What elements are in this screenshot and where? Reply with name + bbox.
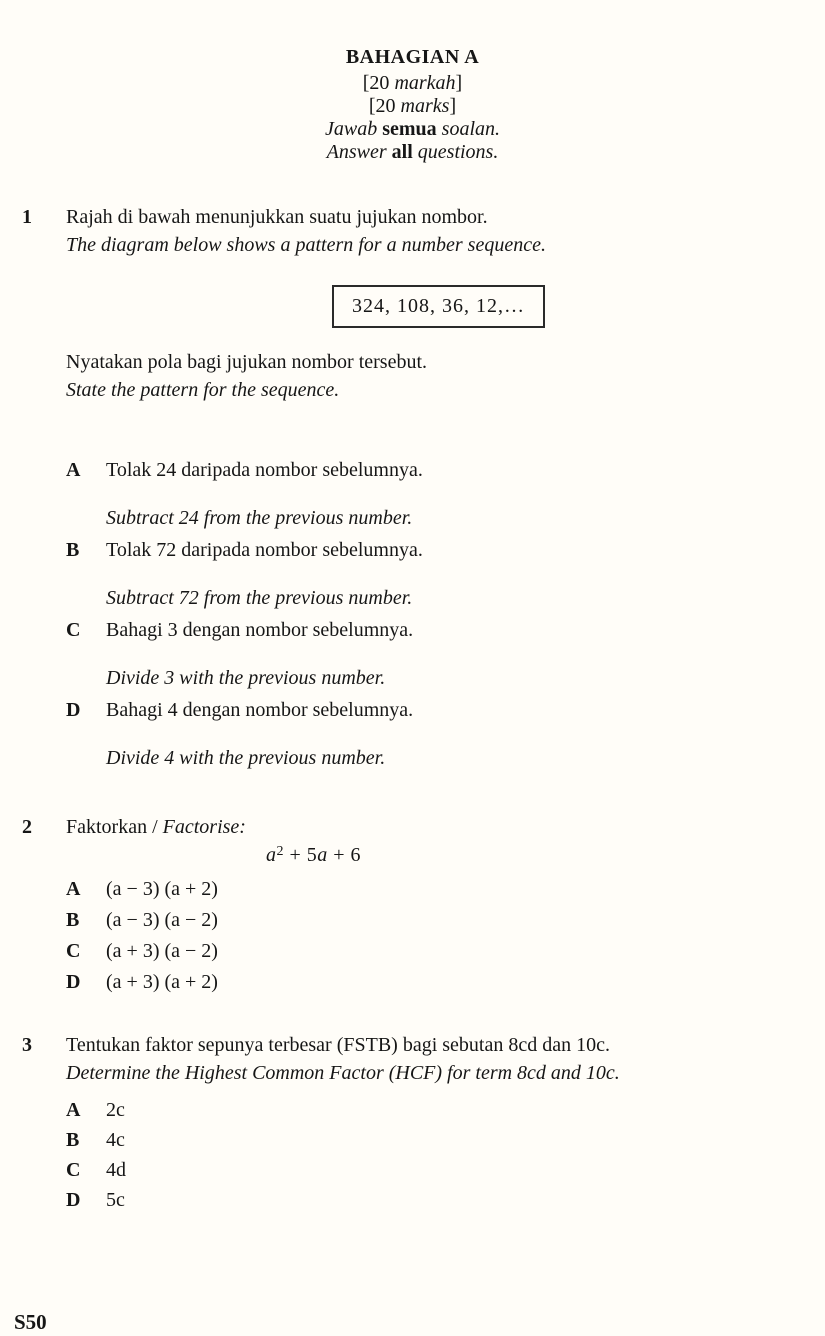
option-text: (a + 3) (a − 2) — [106, 940, 218, 962]
question-3 — [22, 1031, 797, 1215]
option-row — [66, 1125, 797, 1155]
question-2 — [22, 813, 797, 998]
option-row — [66, 616, 797, 696]
option-letter: D — [66, 971, 81, 993]
option-text-malay: Bahagi 4 dengan nombor sebelumnya. — [106, 699, 414, 721]
equation-exponent: 2 — [276, 844, 284, 859]
option-text-english: Subtract 24 from the previous number. — [106, 507, 413, 529]
marks-line-malay — [0, 72, 825, 95]
marks-my-word: markah — [394, 72, 456, 94]
marks-my-post: ] — [455, 72, 463, 94]
marks-line-english — [0, 95, 825, 118]
option-row — [66, 905, 797, 936]
section-header — [0, 46, 825, 164]
instruction-my-bold: semua — [382, 118, 437, 140]
option-text-malay: Bahagi 3 dengan nombor sebelumnya. — [106, 619, 414, 641]
option-row — [66, 536, 797, 616]
question-3-stem-english: Determine the Highest Common Factor (HCF) for term 8cd and 10c. — [66, 1062, 620, 1084]
instruction-en-post: questions. — [412, 141, 499, 163]
question-2-number: 2 — [22, 816, 32, 838]
question-1-prompt-malay: Nyatakan pola bagi jujukan nombor tersebut. — [66, 351, 428, 373]
question-2-equation — [266, 839, 797, 868]
option-text: 2c — [106, 1099, 125, 1121]
option-text: (a − 3) (a − 2) — [106, 909, 218, 931]
question-2-stem — [66, 813, 797, 841]
option-letter: D — [66, 1189, 81, 1211]
question-1-options — [66, 456, 797, 776]
question-3-number: 3 — [22, 1034, 32, 1056]
option-text-english: Subtract 72 from the previous number. — [106, 587, 413, 609]
option-text: (a − 3) (a + 2) — [106, 878, 218, 900]
option-text: 5c — [106, 1189, 125, 1211]
option-letter: A — [66, 1099, 81, 1121]
instruction-my-post: soalan. — [436, 118, 500, 140]
option-row — [66, 967, 797, 998]
question-1-stem-english: The diagram below shows a pattern for a number sequence. — [66, 234, 546, 256]
option-letter: C — [66, 940, 81, 962]
option-letter: B — [66, 909, 80, 931]
marks-en-pre: [20 — [368, 95, 401, 117]
option-text-malay: Tolak 72 daripada nombor sebelumnya. — [106, 539, 423, 561]
page-code: S50 — [14, 1310, 47, 1334]
option-row — [66, 1095, 797, 1125]
question-2-stem-english: Factorise: — [162, 816, 246, 838]
marks-my-pre: [20 — [362, 72, 395, 94]
section-title: BAHAGIAN A — [345, 46, 480, 68]
equation-var: a — [266, 844, 277, 866]
question-1 — [22, 203, 797, 776]
option-letter: B — [66, 1129, 80, 1151]
marks-en-word: marks — [400, 95, 450, 117]
question-3-stem-malay: Tentukan faktor sepunya terbesar (FSTB) bagi sebutan 8cd dan 10c. — [66, 1034, 610, 1056]
option-row — [66, 936, 797, 967]
instruction-malay — [0, 118, 825, 141]
instruction-en-pre: Answer — [326, 141, 392, 163]
option-row — [66, 1185, 797, 1215]
option-text: 4d — [106, 1159, 126, 1181]
question-3-options — [66, 1095, 797, 1215]
option-letter: A — [66, 459, 81, 481]
option-row — [66, 456, 797, 536]
instruction-english — [0, 141, 825, 164]
option-row — [66, 1155, 797, 1185]
option-row — [66, 874, 797, 905]
question-1-number: 1 — [22, 206, 32, 228]
option-letter: A — [66, 878, 81, 900]
option-text-english: Divide 4 with the previous number. — [106, 747, 386, 769]
option-row — [66, 696, 797, 776]
option-text-malay: Tolak 24 daripada nombor sebelumnya. — [106, 459, 423, 481]
option-letter: C — [66, 619, 81, 641]
option-text: (a + 3) (a + 2) — [106, 971, 218, 993]
instruction-my-pre: Jawab — [324, 118, 383, 140]
option-letter: D — [66, 699, 81, 721]
equation-mid: + 5 — [284, 844, 318, 866]
marks-en-post: ] — [449, 95, 457, 117]
option-letter: B — [66, 539, 80, 561]
option-text: 4c — [106, 1129, 125, 1151]
question-2-stem-malay: Faktorkan / — [66, 816, 163, 838]
question-1-stem-malay: Rajah di bawah menunjukkan suatu jujukan nombor. — [66, 206, 488, 228]
equation-end: + 6 — [327, 844, 362, 866]
question-1-prompt-english: State the pattern for the sequence. — [66, 379, 340, 401]
option-letter: C — [66, 1159, 81, 1181]
number-sequence-box: 324, 108, 36, 12,… — [332, 285, 545, 328]
sequence-box-wrap — [332, 285, 797, 328]
option-text-english: Divide 3 with the previous number. — [106, 667, 386, 689]
question-2-options — [66, 874, 797, 998]
equation-var: a — [317, 844, 328, 866]
instruction-en-bold: all — [391, 141, 413, 163]
